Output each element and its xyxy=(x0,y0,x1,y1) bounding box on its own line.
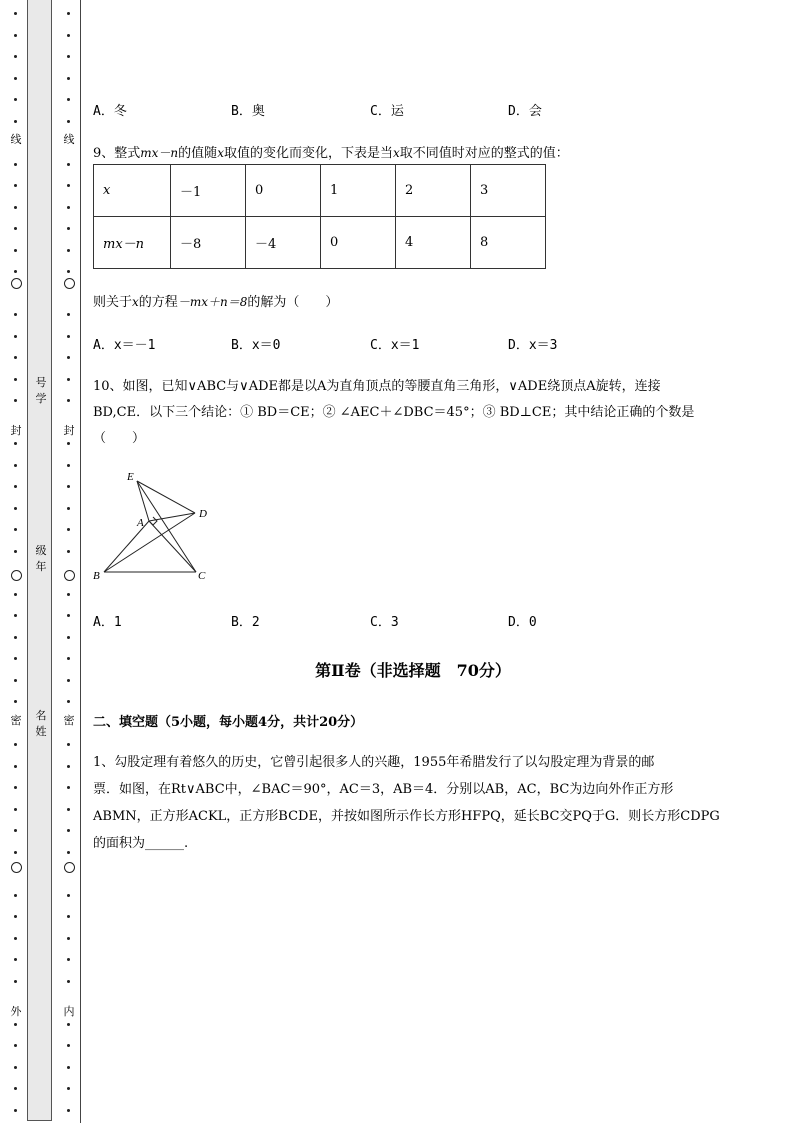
binding-dot xyxy=(67,700,70,703)
q10-line: BD,CE．以下三个结论：① BD＝CE；② ∠AEC＋∠DBC＝45°；③ BD⊥CE；其中结论正确的个数是 xyxy=(93,405,695,420)
binding-dot xyxy=(67,442,70,445)
binding-dot xyxy=(14,937,17,940)
table-cell: 0 xyxy=(246,165,321,217)
label-d: D xyxy=(199,508,207,520)
option-d: D．0 xyxy=(508,615,537,630)
binding-dot xyxy=(14,894,17,897)
f1-line: 票．如图，在Rt∨ABC中，∠BAC＝90°，AC＝3，AB＝4．分别以AB，AC，BC为边向外作正方形 xyxy=(93,782,674,797)
binding-dot xyxy=(67,1087,70,1090)
binding-dot xyxy=(14,249,17,252)
binding-dot xyxy=(67,464,70,467)
binding-dot xyxy=(67,937,70,940)
binding-dot xyxy=(67,77,70,80)
binding-dot xyxy=(14,356,17,359)
binding-dot xyxy=(14,485,17,488)
binding-dot xyxy=(67,249,70,252)
q9-var: x xyxy=(392,146,400,160)
binding-dot xyxy=(67,163,70,166)
left-strip-char: 封 xyxy=(8,424,24,437)
binding-dot xyxy=(67,829,70,832)
option-b: B．奥 xyxy=(231,104,265,119)
binding-dot xyxy=(14,77,17,80)
right-strip-char: 封 xyxy=(61,424,77,437)
binding-dot xyxy=(67,1023,70,1026)
q9-question xyxy=(93,291,338,310)
circle-mark xyxy=(64,862,75,873)
q9-value-table xyxy=(93,164,546,269)
circle-mark xyxy=(11,570,22,581)
binding-dot xyxy=(14,1087,17,1090)
edge-ed xyxy=(137,481,195,513)
edge-ec xyxy=(137,481,196,572)
binding-dot xyxy=(67,507,70,510)
binding-dot xyxy=(67,485,70,488)
binding-dot xyxy=(14,786,17,789)
binding-dot xyxy=(14,958,17,961)
option-d: D．会 xyxy=(508,104,542,119)
right-strip-char: 线 xyxy=(61,133,77,146)
left-strip-char: 密 xyxy=(8,714,24,727)
binding-dot xyxy=(67,34,70,37)
q9-text: 的值随 xyxy=(178,146,218,161)
section2-heading: 二、填空题（5小题，每小题4分，共计20分） xyxy=(93,715,364,730)
option-a: A．x＝－1 xyxy=(93,338,156,353)
option-a: A．冬 xyxy=(93,104,127,119)
q9-stem xyxy=(93,142,569,161)
binding-dot xyxy=(14,808,17,811)
f1-line: ABMN，正方形ACKL，正方形BCDE，并按如图所示作长方形HFPQ，延长BC交PQ于G．则长方形CDPG xyxy=(93,809,720,824)
binding-dot xyxy=(67,915,70,918)
table-cell: 2 xyxy=(396,165,471,217)
binding-strip xyxy=(0,0,82,1123)
circle-mark xyxy=(11,862,22,873)
label-e: E xyxy=(127,471,134,483)
table-cell: －1 xyxy=(171,165,246,217)
field-name xyxy=(31,709,51,738)
binding-dot xyxy=(14,34,17,37)
binding-dot xyxy=(14,163,17,166)
binding-dot xyxy=(67,399,70,402)
binding-dot xyxy=(14,120,17,123)
binding-dot xyxy=(14,851,17,854)
table-cell: 0 xyxy=(321,217,396,269)
binding-dot xyxy=(14,98,17,101)
binding-dot xyxy=(14,679,17,682)
field-char: 学 xyxy=(35,392,47,405)
label-c: C xyxy=(198,570,206,582)
circle-mark xyxy=(64,278,75,289)
binding-dot xyxy=(14,915,17,918)
binding-dot xyxy=(14,270,17,273)
binding-dot xyxy=(14,593,17,596)
binding-dot xyxy=(14,550,17,553)
binding-dot xyxy=(67,270,70,273)
label-b: B xyxy=(93,570,100,582)
q10-line: （ ） xyxy=(93,431,146,446)
table-cell: mx－n xyxy=(94,217,171,269)
q9-text: 取不同值时对应的整式的值： xyxy=(399,146,569,161)
field-char: 号 xyxy=(35,376,47,389)
binding-dot xyxy=(67,958,70,961)
option-c: C．3 xyxy=(370,615,399,630)
binding-dot xyxy=(14,829,17,832)
q9-var: x xyxy=(217,146,224,160)
binding-dot xyxy=(67,378,70,381)
binding-dot xyxy=(14,442,17,445)
q10-line: 10、如图，已知∨ABC与∨ADE都是以A为直角顶点的等腰直角三角形，∨ADE绕顶点A旋转，连接 xyxy=(93,379,661,394)
binding-dot xyxy=(67,206,70,209)
binding-dot xyxy=(67,1066,70,1069)
binding-dot xyxy=(14,507,17,510)
binding-dot xyxy=(14,464,17,467)
binding-dot xyxy=(67,120,70,123)
binding-dot xyxy=(14,743,17,746)
table-cell: 3 xyxy=(471,165,546,217)
binding-dot xyxy=(67,808,70,811)
binding-dot xyxy=(14,1023,17,1026)
option-c: C．运 xyxy=(370,104,404,119)
q8-options xyxy=(93,100,653,118)
binding-dot xyxy=(14,700,17,703)
binding-dot xyxy=(67,786,70,789)
binding-dot xyxy=(14,227,17,230)
binding-dot xyxy=(14,528,17,531)
q10-options xyxy=(93,611,653,629)
binding-dot xyxy=(67,614,70,617)
field-char: 年 xyxy=(35,560,47,573)
option-b: B．2 xyxy=(231,615,260,630)
table-cell: 8 xyxy=(471,217,546,269)
right-strip-char: 密 xyxy=(61,714,77,727)
q9-var: x xyxy=(132,295,139,309)
option-d: D．x＝3 xyxy=(508,338,558,353)
binding-dot xyxy=(14,399,17,402)
binding-dot xyxy=(67,184,70,187)
binding-dot xyxy=(67,894,70,897)
circle-mark xyxy=(11,278,22,289)
left-dot-line xyxy=(10,0,22,1123)
q9-equation: －mx＋n＝8 xyxy=(177,295,248,309)
q9-expr: mx－n xyxy=(140,146,179,160)
field-student-id xyxy=(31,376,51,405)
field-char: 级 xyxy=(35,544,47,557)
label-a: A xyxy=(137,517,144,529)
binding-dot xyxy=(14,206,17,209)
f1-line: 的面积为______. xyxy=(93,836,189,851)
binding-dot xyxy=(67,335,70,338)
q9-text: 则关于 xyxy=(93,295,133,310)
binding-dot xyxy=(67,657,70,660)
edge-ac xyxy=(149,521,196,572)
binding-dot xyxy=(14,614,17,617)
left-strip-char: 线 xyxy=(8,133,24,146)
field-char: 名 xyxy=(35,709,47,722)
table-cell: －8 xyxy=(171,217,246,269)
option-b: B．x＝0 xyxy=(231,338,281,353)
binding-dot xyxy=(67,1044,70,1047)
table-row xyxy=(94,217,546,269)
table-cell: x xyxy=(94,165,171,217)
table-cell: 4 xyxy=(396,217,471,269)
binding-dot xyxy=(67,313,70,316)
binding-dot xyxy=(67,550,70,553)
binding-dot xyxy=(67,851,70,854)
binding-dot xyxy=(14,980,17,983)
table-cell: 1 xyxy=(321,165,396,217)
q9-text: 9、整式 xyxy=(93,146,141,161)
option-c: C．x＝1 xyxy=(370,338,420,353)
binding-border-line xyxy=(80,0,81,1123)
binding-dot xyxy=(14,335,17,338)
binding-dot xyxy=(67,980,70,983)
binding-dot xyxy=(14,12,17,15)
binding-dot xyxy=(14,636,17,639)
option-a: A．1 xyxy=(93,615,122,630)
right-strip-char: 内 xyxy=(61,1005,77,1018)
field-char: 姓 xyxy=(35,725,47,738)
binding-dot xyxy=(67,55,70,58)
binding-dot xyxy=(67,765,70,768)
binding-dot xyxy=(67,743,70,746)
binding-dot xyxy=(14,765,17,768)
binding-dot xyxy=(14,184,17,187)
binding-dot xyxy=(67,227,70,230)
q9-text: 的方程 xyxy=(138,295,178,310)
q10-figure xyxy=(93,466,223,586)
part2-title: 第Ⅱ卷（非选择题 70分） xyxy=(315,661,511,680)
binding-dot xyxy=(14,1066,17,1069)
binding-dot xyxy=(67,98,70,101)
binding-dot xyxy=(14,313,17,316)
left-strip-char: 外 xyxy=(8,1005,24,1018)
binding-dot xyxy=(67,356,70,359)
circle-mark xyxy=(64,570,75,581)
binding-dot xyxy=(67,593,70,596)
binding-dot xyxy=(14,657,17,660)
binding-dot xyxy=(14,378,17,381)
binding-dot xyxy=(14,55,17,58)
right-dot-line xyxy=(63,0,75,1123)
q9-options xyxy=(93,334,653,352)
q9-text: 取值的变化而变化，下表是当 xyxy=(223,146,393,161)
binding-dot xyxy=(67,1109,70,1112)
binding-dot xyxy=(67,679,70,682)
field-grade xyxy=(31,544,51,573)
binding-dot xyxy=(14,1044,17,1047)
binding-dot xyxy=(67,636,70,639)
binding-dot xyxy=(67,528,70,531)
q9-text: 的解为（ ） xyxy=(247,295,339,310)
binding-dot xyxy=(67,12,70,15)
f1-line: 1、勾股定理有着悠久的历史，它曾引起很多人的兴趣，1955年希腊发行了以勾股定理为背景的邮 xyxy=(93,755,655,770)
table-cell: －4 xyxy=(246,217,321,269)
binding-dot xyxy=(14,1109,17,1112)
table-row xyxy=(94,165,546,217)
